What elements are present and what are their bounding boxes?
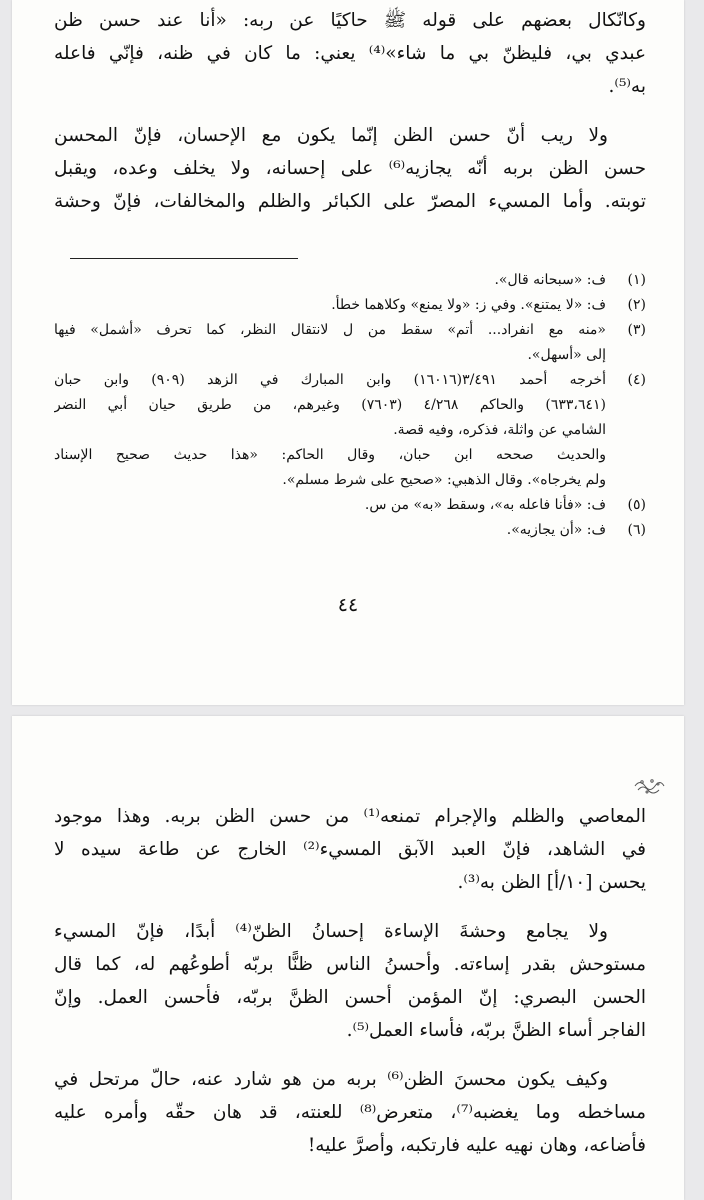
footnote-number: (٣) <box>627 322 646 338</box>
footnote-line: (٦٣٣،٦٤١) والحاكم ٤/٢٦٨ (٧٦٠٣) وغيرهم، من طريق حيان أبي النضر <box>54 397 606 413</box>
footnote-line: «منه مع انفراد... أتم» سقط من ل لانتقال النظر، كما تحرف «أشمل» فيها <box>54 322 606 338</box>
footnotes <box>54 268 646 543</box>
footnote-number: (٢) <box>627 297 646 313</box>
footnote <box>54 318 646 368</box>
footnote-line: ف: «لا يمتنع». وفي ز: «ولا يمنع» وكلاهما خطأ. <box>331 297 606 313</box>
body-line: ولا ريب أنّ حسن الظن إنّما يكون مع الإحسان، فإنّ المحسن <box>54 125 608 146</box>
footnote <box>54 518 646 543</box>
footnote-line: ف: «أن يجازيه». <box>506 522 606 538</box>
footnote-line: ولم يخرجاه». وقال الذهبي: «صحيح على شرط مسلم». <box>282 472 606 488</box>
footnote-separator <box>70 258 298 259</box>
body-line: يحسن [١٠/أ] الظن به⁽³⁾. <box>457 872 646 893</box>
footnote-line: ف: «فأنا فاعله به»، وسقط «به» من س. <box>364 497 606 513</box>
footnote <box>54 368 646 443</box>
body-line: مساخطه وما يغضبه⁽⁷⁾، متعرض⁽⁸⁾ للعنته، قد هان حقّه وأمره عليه <box>54 1102 646 1123</box>
body-line: حسن الظن بربه أنّه يجازيه⁽⁶⁾ على إحسانه، ولا يخلف وعده، ويقبل <box>54 158 646 179</box>
body-line: مستوحش بقدر إساءته. وأحسنُ الناس ظنًّا بربّه أطوعُهم له، كما قال <box>54 954 646 975</box>
body-line: توبته. وأما المسيء المصرّ على الكبائر والظلم والمخالفات، فإنّ وحشة <box>54 191 646 212</box>
body-line: في الشاهد، فإنّ العبد الآبق المسيء⁽²⁾ الخارج عن طاعة سيده لا <box>54 839 646 860</box>
body-line: عبدي بي، فليظنّ بي ما شاء»⁽⁴⁾ يعني: ما كان في ظنه، فإنّي فاعله <box>54 43 646 64</box>
footnote-continuation <box>54 443 646 493</box>
body-line: به⁽⁵⁾. <box>608 76 646 97</box>
footnote-line: إلى «أسهل». <box>527 347 606 363</box>
footnote <box>54 293 646 318</box>
bottom-body-text <box>54 800 646 1162</box>
footnote-line: الشامي عن واثلة، فذكره، وفيه قصة. <box>393 422 606 438</box>
footnote-number: (١) <box>627 272 646 288</box>
footnote <box>54 493 646 518</box>
footnote-line: والحديث صححه ابن حبان، وقال الحاكم: «هذا حديث صحيح الإسناد <box>54 447 606 463</box>
decorative-ornament-icon <box>632 776 666 796</box>
footnote-line: ف: «سبحانه قال». <box>494 272 606 288</box>
footnote-line: أخرجه أحمد ٣/٤٩١(١٦٠١٦) وابن المبارك في الزهد (٩٠٩) وابن حبان <box>54 372 606 388</box>
body-line: الفاجر أساء الظنَّ بربّه، فأساء العمل⁽⁵⁾. <box>346 1020 646 1041</box>
footnote <box>54 268 646 293</box>
body-line: ولا يجامع وحشةَ الإساءة إحسانُ الظنّ⁽⁴⁾ أبدًا، فإنّ المسيء <box>54 921 608 942</box>
top-page <box>12 0 684 705</box>
body-line: المعاصي والظلم والإجرام تمنعه⁽¹⁾ من حسن الظن بربه. وهذا موجود <box>54 806 646 827</box>
body-line: وكيف يكون محسنَ الظن⁽⁶⁾ بربه من هو شارد عنه، حالّ مرتحل في <box>54 1069 608 1090</box>
page-number: ٤٤ <box>337 594 359 616</box>
footnote-number: (٥) <box>627 497 646 513</box>
footnote-number: (٦) <box>627 522 646 538</box>
body-line: وكانّكال بعضهم على قوله ﷺ حاكيًا عن ربه: «أنا عند حسن ظن <box>54 10 646 31</box>
body-line: فأضاعه، وهان نهيه عليه فارتكبه، وأصرَّ عليه! <box>307 1135 646 1156</box>
footnote-number: (٤) <box>627 372 646 388</box>
body-line: الحسن البصري: إنّ المؤمن أحسن الظنَّ بربّه، فأحسن العمل. وإنّ <box>54 987 646 1008</box>
top-body-text <box>54 4 646 218</box>
bottom-page <box>12 716 684 1200</box>
